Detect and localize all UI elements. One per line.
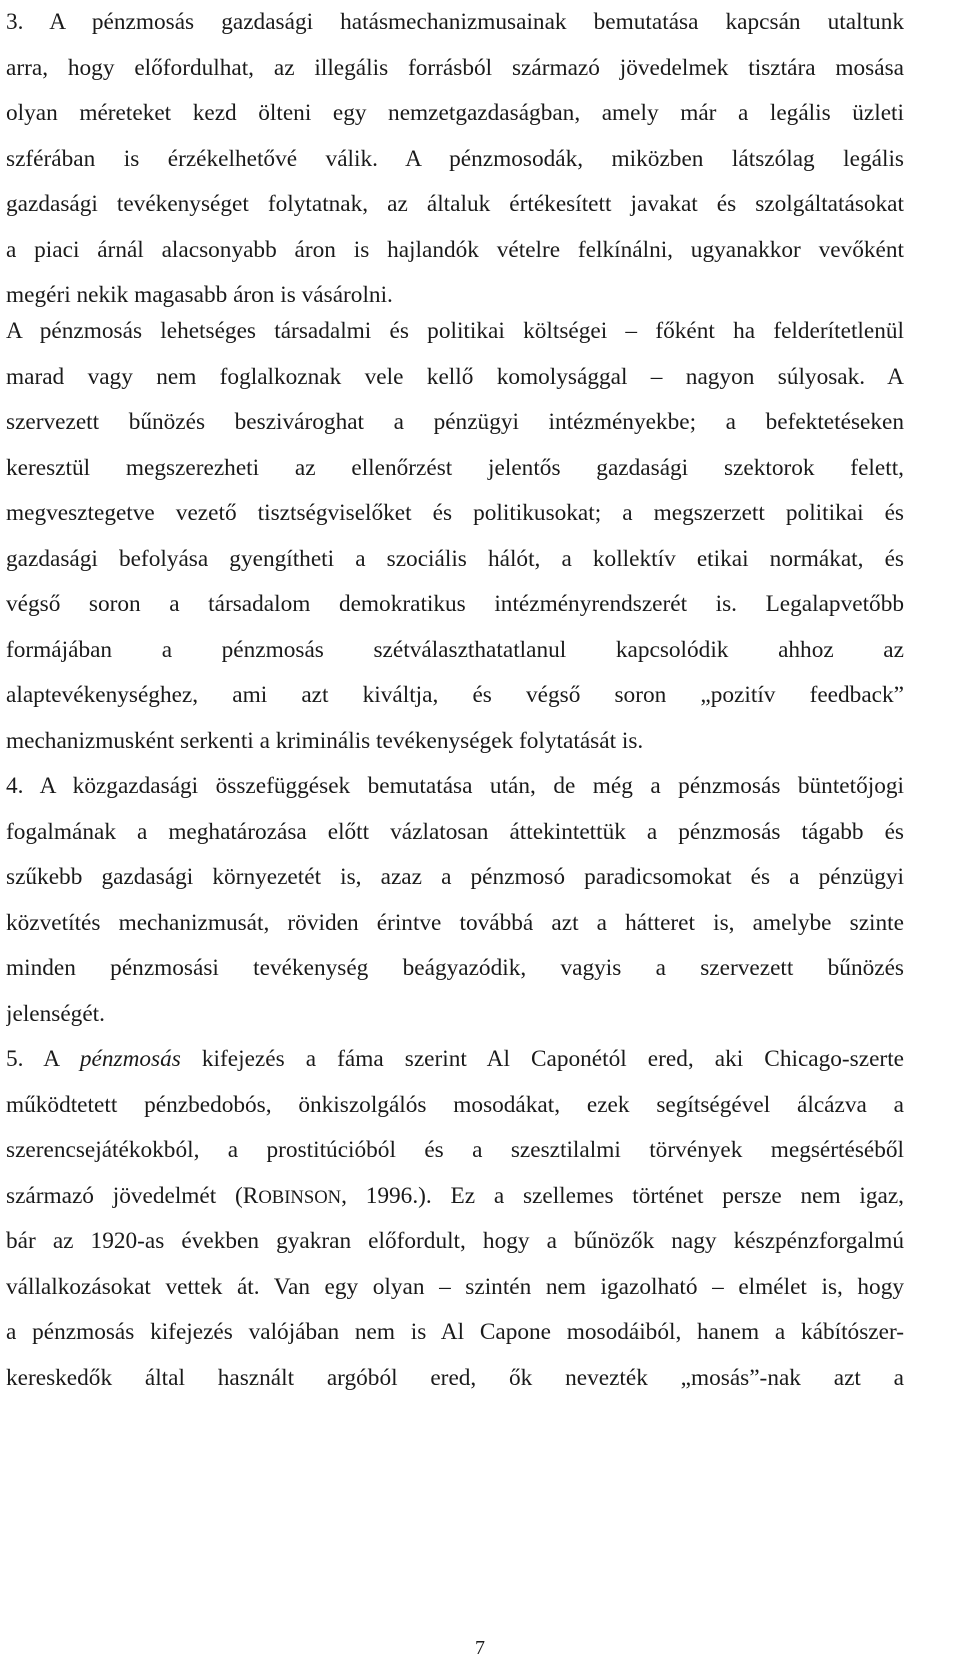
text-line: szerencsejátékokból, a prostitúcióból és a szesztilalmi törvények megsértéséből [6, 1137, 904, 1163]
citation-smallcaps: OBINSON [258, 1186, 342, 1208]
text-line: a pénzmosás kifejezés valójában nem is Al Capone mosodáiból, hanem a kábítószer- [6, 1319, 904, 1345]
text-run: , 1996.). Ez a szellemes történet persze nem igaz, [341, 1182, 904, 1209]
text-line: keresztül megszerezheti az ellenőrzést jelentős gazdasági szektorok felett, [6, 454, 904, 481]
text-line: szférában is érzékelhetővé válik. A pénzmosodák, miközben látszólag legális [6, 145, 904, 172]
text-line [6, 1174, 904, 1220]
text-line: mechanizmusként serkenti a kriminális tevékenységek folytatását is. [6, 727, 644, 754]
text-run: kifejezés a fáma szerint Al Caponétól ered, aki Chicago-szerte [180, 1046, 904, 1072]
text-line: 3. A pénzmosás gazdasági hatásmechanizmusainak bemutatása kapcsán utaltunk [6, 9, 904, 35]
text-line: bár az 1920-as években gyakran előfordult, hogy a bűnözők nagy készpénzforgalmú [6, 1228, 904, 1254]
page-number: 7 [475, 1637, 485, 1659]
text-run: 5. A [6, 1046, 80, 1072]
text-line: vállalkozásokat vettek át. Van egy olyan – szintén nem igazolható – elmélet is, hogy [6, 1273, 904, 1300]
text-line: minden pénzmosási tevékenység beágyazódik, vagyis a szervezett bűnözés [6, 955, 904, 981]
italic-term: pénzmosás [79, 1046, 181, 1072]
citation-author [243, 1183, 341, 1209]
text-line: szűkebb gazdasági környezetét is, azaz a pénzmosó paradicsomokat és a pénzügyi [6, 864, 904, 890]
text-line: alaptevékenységhez, ami azt kiváltja, és végső soron „pozitív feedback” [6, 682, 904, 708]
paragraph-4 [6, 764, 904, 1037]
text-line: működtetett pénzbedobós, önkiszolgálós mosodákat, ezek segítségével álcázva a [6, 1091, 904, 1118]
citation-initial: R [242, 1182, 259, 1209]
text-line: végső soron a társadalom demokratikus intézményrendszerét is. Legalapvetőbb [6, 591, 904, 617]
text-line: formájában a pénzmosás szétválaszthatatlanul kapcsolódik ahhoz az [6, 636, 904, 663]
text-line: gazdasági befolyása gyengítheti a szociális hálót, a kollektív etikai normákat, és [6, 545, 904, 572]
text-line: fogalmának a meghatározása előtt vázlatosan áttekintettük a pénzmosás tágabb és [6, 818, 904, 845]
text-line: jelenségét. [6, 1000, 105, 1027]
text-line: 4. A közgazdasági összefüggések bemutatása után, de még a pénzmosás büntetőjogi [6, 773, 904, 799]
text-line: szervezett bűnözés beszivároghat a pénzügyi intézményekbe; a befektetéseken [6, 409, 904, 435]
text-line: A pénzmosás lehetséges társadalmi és politikai költségei – főként ha felderítetlenül [6, 318, 904, 344]
paragraph-3-costs [6, 309, 904, 764]
text-line: olyan méreteket kezd ölteni egy nemzetgazdaságban, amely már a legális üzleti [6, 100, 904, 126]
text-line: megéri nekik magasabb áron is vásárolni. [6, 282, 393, 308]
text-line: a piaci árnál alacsonyabb áron is hajlandók vételre felkínálni, ugyanakkor vevőként [6, 236, 904, 263]
text-line: kereskedők által használt argóból ered, ők nevezték „mosás”-nak azt a [6, 1364, 904, 1391]
text-line: megvesztegetve vezető tisztségviselőket és politikusokat; a megszerzett politikai és [6, 500, 904, 526]
paragraph-5 [6, 1037, 904, 1401]
text-run: származó jövedelmét ( [6, 1182, 243, 1209]
text-line [6, 1037, 904, 1083]
paragraph-3 [6, 0, 904, 319]
text-line: közvetítés mechanizmusát, röviden érintve továbbá azt a hátteret is, amelybe szinte [6, 909, 904, 936]
text-line: arra, hogy előfordulhat, az illegális forrásból származó jövedelmek tisztára mosása [6, 54, 904, 81]
text-line: marad vagy nem foglalkoznak vele kellő komolysággal – nagyon súlyosak. A [6, 363, 904, 390]
text-line: gazdasági tevékenységet folytatnak, az általuk értékesített javakat és szolgáltatásokat [6, 191, 904, 217]
